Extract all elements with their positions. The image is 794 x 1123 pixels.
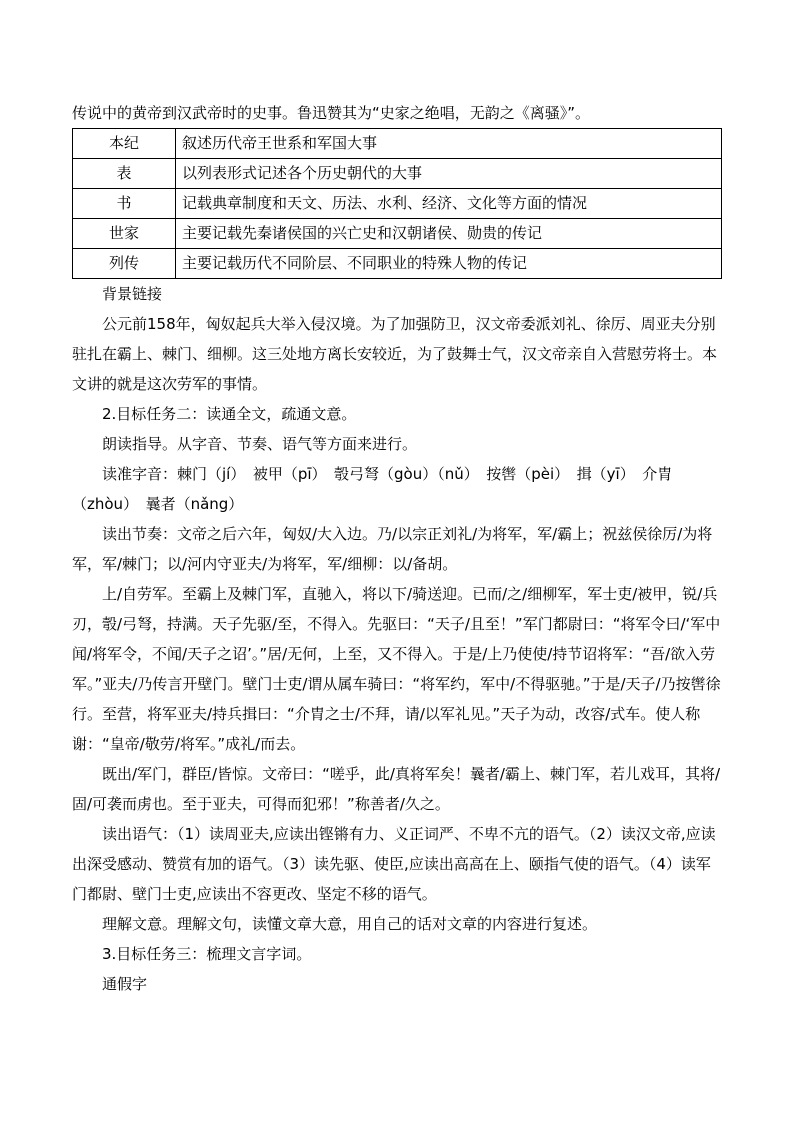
table-row — [73, 249, 722, 279]
table-row — [73, 189, 722, 219]
understand-paragraph: 理解文意。理解文句，读懂文章大意，用自己的话对文章的内容进行复述。 — [102, 915, 598, 933]
row-desc: 记载典章制度和天文、历法、水利、经济、文化等方面的情况 — [176, 189, 722, 219]
task3-heading: 3.目标任务三：梳理文言字词。 — [102, 945, 312, 963]
rhythm-paragraph-1: 读出节奏：文帝之后六年，匈奴/大入边。乃/以宗正刘礼/为将军，军/霸上；祝兹侯徐厉/为将军，军/棘门；以/河内守亚夫/为将军，军/细柳：以/备胡。 — [72, 525, 713, 573]
rhythm-paragraph-2: 上/自劳军。至霸上及棘门军，直驰入，将以下/骑送迎。已而/之/细柳军，军士吏/被甲，锐/兵刃，彀/弓弩，持满。天子先驱/至，不得入。先驱曰：“天子/且至！”军门都尉曰：“将军令曰/‘军中闻/将军令，不闻/天子之诏’。”居/无何，上至，又不得入。于是/上乃使使/持节诏将军：“吾/欲入劳军。”亚夫/乃传言开壁门。壁门士吏/谓从属车骑曰：“将军约，军中/不得驱驰。”于是/天子/乃按辔徐行。至营，将军亚夫/持兵揖曰：“介胄之士/不拜，请/以军礼见。”天子为动，改容/式车。使人称谢：“皇帝/敬劳/将军。”成礼/而去。 — [72, 585, 721, 753]
row-desc: 以列表形式记述各个历史朝代的大事 — [176, 159, 722, 189]
rhythm-paragraph-3: 既出/军门，群臣/皆惊。文帝曰：“嗟乎，此/真将军矣！曩者/霸上、棘门军，若儿戏耳，其将/固/可袭而虏也。至于亚夫，可得而犯邪！”称善者/久之。 — [72, 765, 721, 813]
table-row — [73, 129, 722, 159]
tongjiazi-heading: 通假字 — [102, 975, 148, 993]
table-row — [73, 219, 722, 249]
row-desc: 主要记载先秦诸侯国的兴亡史和汉朝诸侯、勋贵的传记 — [176, 219, 722, 249]
reading-guide: 朗读指导。从字音、节奏、语气等方面来进行。 — [102, 435, 418, 453]
document-page — [72, 98, 722, 999]
row-name: 本纪 — [73, 129, 176, 159]
tone-paragraph: 读出语气：（1）读周亚夫,应读出铿锵有力、义正词严、不卑不亢的语气。（2）读汉文帝,应读出深受感动、赞赏有加的语气。（3）读先驱、使臣,应读出高高在上、颐指气使的语气。（4）读军门都尉、壁门士吏,应读出不容更改、坚定不移的语气。 — [72, 825, 716, 903]
table-row — [73, 159, 722, 189]
background-text: 公元前158年，匈奴起兵大举入侵汉境。为了加强防卫，汉文帝委派刘礼、徐厉、周亚夫分别驻扎在霸上、棘门、细柳。这三处地方离长安较近，为了鼓舞士气，汉文帝亲自入营慰劳将士。本文讲的就是这次劳军的事情。 — [72, 315, 718, 393]
row-name: 表 — [73, 159, 176, 189]
pronunciation-paragraph: 读准字音：棘门（jí） 被甲（pī） 彀弓弩（gòu）（nǔ） 按辔（pèi） 揖（yī） 介胄（zhòu） 曩者（nǎng） — [72, 465, 673, 513]
task2-heading: 2.目标任务二：读通全文，疏通文意。 — [102, 405, 357, 423]
row-desc: 主要记载历代不同阶层、不同职业的特殊人物的传记 — [176, 249, 722, 279]
row-name: 书 — [73, 189, 176, 219]
intro-line: 传说中的黄帝到汉武帝时的史事。鲁迅赞其为“史家之绝唱，无韵之《离骚》”。 — [72, 104, 591, 122]
row-name: 列传 — [73, 249, 176, 279]
background-heading: 背景链接 — [102, 285, 163, 303]
row-desc: 叙述历代帝王世系和军国大事 — [176, 129, 722, 159]
shiji-structure-table — [72, 128, 722, 279]
row-name: 世家 — [73, 219, 176, 249]
